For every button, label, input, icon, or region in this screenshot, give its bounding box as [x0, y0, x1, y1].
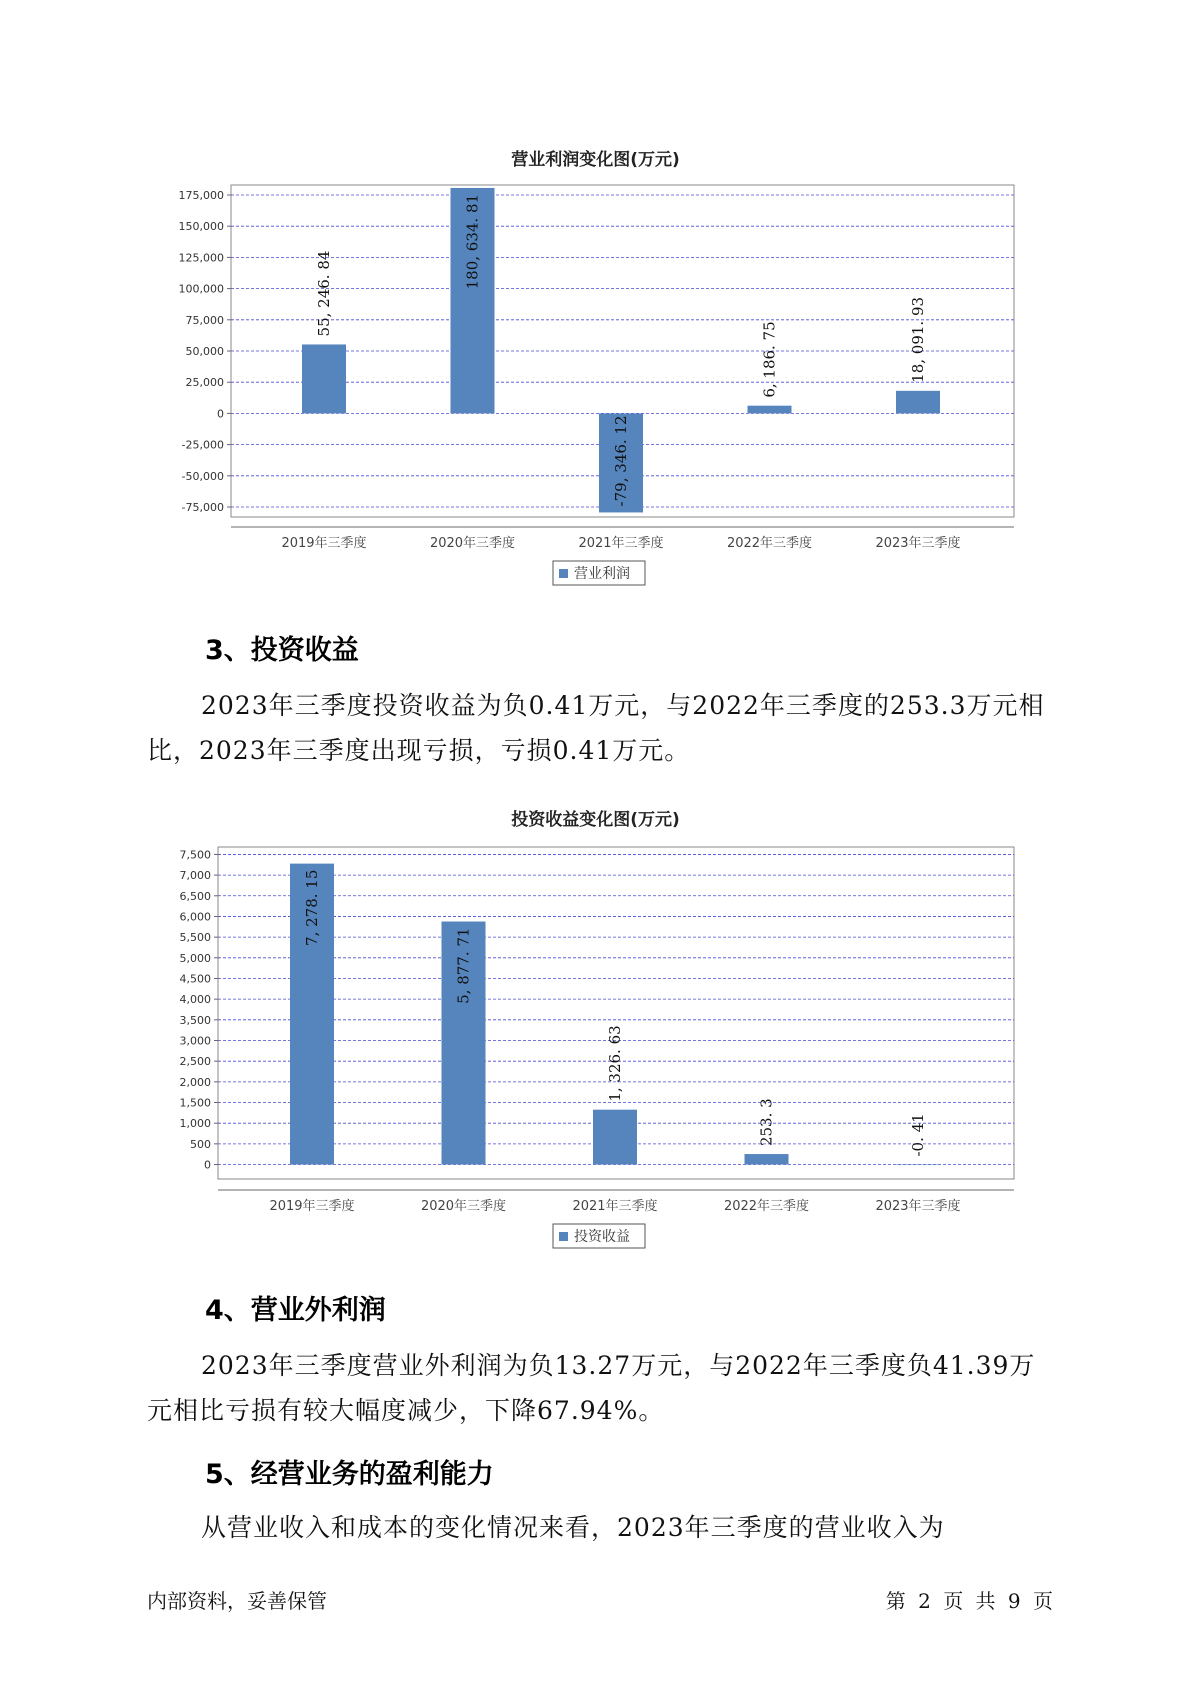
data-label: 1, 326. 63 — [606, 1025, 624, 1102]
x-tick-label: 2023年三季度 — [875, 536, 961, 551]
legend — [553, 1224, 645, 1248]
x-tick-label: 2019年三季度 — [269, 1199, 355, 1214]
legend-swatch — [559, 1232, 568, 1241]
section-5-line-1: 从营业收入和成本的变化情况来看，2023年三季度的营业收入为 — [201, 1513, 945, 1542]
y-tick-label: 25,000 — [185, 376, 224, 390]
section-4-line-2: 元相比亏损有较大幅度减少，下降67.94%。 — [147, 1396, 665, 1425]
x-tick-label: 2022年三季度 — [726, 536, 813, 551]
investment-income-chart — [0, 835, 1191, 1255]
operating-profit-chart — [0, 175, 1191, 595]
y-tick-label: 7,500 — [179, 848, 211, 862]
data-label: 18, 091. 93 — [909, 296, 927, 383]
x-tick-label: 2019年三季度 — [281, 536, 367, 551]
y-tick-label: 0 — [217, 407, 224, 421]
section-5-heading: 5、经营业务的盈利能力 — [205, 1459, 494, 1490]
chart1-title: 营业利润变化图(万元) — [511, 150, 680, 170]
y-tick-label: 1,000 — [179, 1117, 211, 1131]
y-tick-label: 3,000 — [179, 1034, 211, 1048]
y-tick-label: 4,000 — [179, 993, 211, 1007]
y-tick-label: 125,000 — [178, 251, 224, 265]
y-tick-label: 4,500 — [179, 972, 211, 986]
y-tick-label: 6,000 — [179, 910, 211, 924]
footer-page-number: 第 2 页 共 9 页 — [885, 1589, 1053, 1613]
y-tick-label: -75,000 — [181, 501, 224, 515]
legend — [553, 561, 645, 585]
chart2-title: 投资收益变化图(万元) — [511, 810, 680, 830]
legend-label: 营业利润 — [574, 566, 630, 582]
y-tick-label: 1,500 — [179, 1096, 211, 1110]
legend-swatch — [559, 569, 568, 578]
x-tick-label: 2022年三季度 — [723, 1199, 810, 1214]
y-tick-label: 5,000 — [179, 951, 211, 965]
y-tick-label: 50,000 — [185, 345, 224, 358]
data-label: 253. 3 — [757, 1098, 776, 1147]
footer-confidential-note: 内部资料，妥善保管 — [147, 1589, 327, 1613]
section-4-line-1: 2023年三季度营业外利润为负13.27万元，与2022年三季度负41.39万 — [201, 1351, 1036, 1380]
data-label: -0. 41 — [909, 1113, 927, 1157]
y-tick-label: 6,500 — [179, 889, 211, 903]
x-tick-label: 2020年三季度 — [420, 1199, 507, 1214]
bar — [748, 406, 792, 414]
y-tick-label: 150,000 — [178, 220, 224, 234]
x-tick-label: 2020年三季度 — [429, 536, 516, 551]
section-3-line-1: 2023年三季度投资收益为负0.41万元，与2022年三季度的253.3万元相 — [201, 691, 1045, 720]
y-tick-label: 2,500 — [179, 1055, 211, 1069]
y-tick-label: 500 — [190, 1137, 211, 1151]
y-tick-label: 0 — [204, 1158, 211, 1172]
data-label: 5, 877. 71 — [454, 927, 473, 1004]
y-tick-label: 2,000 — [179, 1075, 211, 1089]
x-tick-label: 2023年三季度 — [875, 1199, 961, 1214]
data-label: 7, 278. 15 — [303, 869, 321, 946]
bar — [896, 391, 940, 414]
x-tick-label: 2021年三季度 — [578, 536, 664, 551]
section-4-heading: 4、营业外利润 — [205, 1295, 386, 1326]
section-3-heading: 3、投资收益 — [205, 635, 359, 666]
bar — [593, 1110, 637, 1165]
y-tick-label: 100,000 — [178, 282, 224, 296]
section-4-paragraph — [147, 1343, 1047, 1433]
bar — [302, 344, 346, 413]
y-tick-label: -25,000 — [181, 438, 224, 452]
x-tick-label: 2021年三季度 — [572, 1199, 658, 1214]
legend-label: 投资收益 — [574, 1229, 630, 1245]
bar — [896, 1165, 940, 1166]
y-tick-label: 7,000 — [179, 869, 211, 883]
data-label: -79, 346. 12 — [612, 415, 630, 507]
y-tick-label: 75,000 — [185, 313, 224, 327]
y-tick-label: -50,000 — [181, 469, 224, 483]
section-5-paragraph — [147, 1505, 1047, 1550]
y-tick-label: 175,000 — [178, 188, 224, 202]
data-label: 180, 634. 81 — [463, 193, 482, 290]
y-tick-label: 5,500 — [179, 931, 211, 945]
data-label: 6, 186. 75 — [760, 321, 779, 398]
section-3-paragraph — [147, 683, 1047, 773]
y-tick-label: 3,500 — [179, 1013, 211, 1027]
bar — [745, 1154, 789, 1164]
data-label: 55, 246. 84 — [315, 250, 333, 337]
section-3-line-2: 比，2023年三季度出现亏损，亏损0.41万元。 — [147, 736, 691, 765]
